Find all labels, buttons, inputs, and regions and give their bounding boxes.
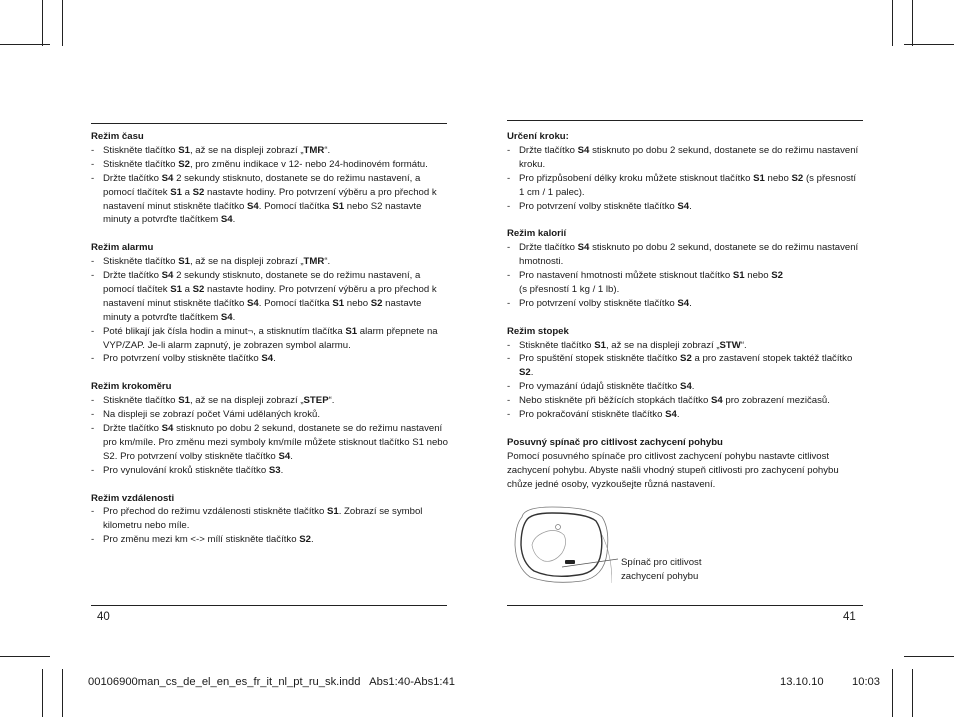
crop-mark [912,0,913,46]
left-top-rule [91,123,447,124]
instruction-list [91,144,448,227]
right-top-rule [507,120,863,121]
footer-time: 10:03 [852,676,880,688]
right-bottom-rule [507,605,863,606]
instruction-item: - Držte tlačítko S4 stisknuto po dobu 2 sekund, dostanete se do režimu nastavení pro km/míle. Pro změnu mezi symboly km/míle můžete stisknout tlačítko S1 nebo S2. Pro potvrzení volby stiskněte tlačítko S4. [91,423,448,462]
pedometer-illustration [512,505,612,585]
section [507,130,864,213]
section-title: Režim času [91,131,144,142]
instruction-item: - Stiskněte tlačítko S1, až se na displeji zobrazí „TMR“. [91,256,331,268]
section [91,380,448,477]
crop-mark [904,656,954,657]
footer-filename: 00106900man_cs_de_el_en_es_fr_it_nl_pt_ru_sk.indd Abs1:40-Abs1:41 [88,676,455,688]
section [507,436,864,492]
crop-mark [912,669,913,717]
instruction-item: - Pro nastavení hmotnosti můžete stisknout tlačítko S1 nebo S2 (s přesností 1 kg / 1 lb). [507,270,784,295]
instruction-item: - Pro potvrzení volby stiskněte tlačítko S4. [507,200,692,212]
instruction-item: - Pro přechod do režimu vzdálenosti stiskněte tlačítko S1. Zobrazí se symbol kilometru nebo míle. [91,506,423,532]
section-paragraph: Pomocí posuvného spínače pro citlivost zachycení pohybu nastavte citlivost zachycení pohybu. Abyste našli vhodný stupeň citlivosti pro zachycení pohybu chůze jedné osoby, vyzkoušejte různá nastavení. [507,450,839,490]
section-title: Posuvný spínač pro citlivost zachycení pohybu [507,436,723,448]
right-page-column [507,130,864,505]
instruction-item: - Pro potvrzení volby stiskněte tlačítko S4. [91,353,276,365]
instruction-list [91,255,448,366]
section-title: Režim vzdálenosti [91,492,175,504]
left-page-column [91,130,448,561]
crop-mark [62,0,63,46]
instruction-list [507,339,864,422]
section [91,241,448,366]
left-bottom-rule [91,605,447,606]
instruction-item: - Pro vynulování kroků stiskněte tlačítko S3. [91,464,284,476]
section-title: Režim krokoměru [91,381,172,393]
section-title: Režim kalorií [507,228,567,240]
pedometer-figure [512,505,612,585]
instruction-item: - Pro změnu mezi km <-> mílí stiskněte tlačítko S2. [91,534,314,546]
instruction-item: - Držte tlačítko S4 stisknuto po dobu 2 sekund, dostanete se do režimu nastavení kroku. [507,144,859,170]
instruction-item: - Stiskněte tlačítko S1, až se na displeji zobrazí „TMR“. [91,144,331,156]
figure-caption: Spínač pro citlivost zachycení pohybu [621,557,702,582]
crop-mark [904,44,954,45]
instruction-list [91,394,448,477]
instruction-item: - Držte tlačítko S4 2 sekundy stisknuto, dostanete se do režimu nastavení, a pomocí tlačítek S1 a S2 nastavte hodiny. Pro potvrzení výběru a pro přechod k nastavení minut stiskněte tlačítko S4. Pomocí tlačítka S1 nebo S2 nastavte minuty a potvrďte tlačítkem S4. [91,172,437,226]
instruction-item: - Pro vymazání údajů stiskněte tlačítko S4. [507,381,695,393]
instruction-item: - Stiskněte tlačítko S1, až se na displeji zobrazí „STW“. [507,339,747,351]
section-title: Určení kroku: [507,131,569,142]
instruction-item: - Držte tlačítko S4 2 sekundy stisknuto, dostanete se do režimu nastavení, a pomocí tlačítek S1 a S2 nastavte hodiny. Pro potvrzení výběru a pro přechod k nastavení minut stiskněte tlačítko S4. Pomocí tlačítka S1 nebo S2 nastavte minuty a potvrďte tlačítkem S4. [91,270,437,323]
footer-date: 13.10.10 [780,676,824,688]
section-title: Režim stopek [507,325,569,337]
crop-mark [892,0,893,46]
instruction-item: - Držte tlačítko S4 stisknuto po dobu 2 sekund, dostanete se do režimu nastavení hmotnosti. [507,242,859,268]
instruction-item: - Poté blikají jak čísla hodin a minut¬, a stisknutím tlačítka S1 alarm přepnete na VYP/ZAP. Je-li alarm zapnutý, je zobrazen symbol alarmu. [91,325,438,351]
instruction-item: - Stiskněte tlačítko S2, pro změnu indikace v 12- nebo 24-hodinovém formátu. [91,158,428,170]
instruction-item: - Pro spuštění stopek stiskněte tlačítko S2 a pro zastavení stopek taktéž tlačítko S2. [507,353,853,379]
instruction-item: - Stiskněte tlačítko S1, až se na displeji zobrazí „STEP“. [91,395,335,407]
instruction-item: - Na displeji se zobrazí počet Vámi udělaných kroků. [91,409,321,421]
instruction-item: - Pro potvrzení volby stiskněte tlačítko S4. [507,297,692,309]
instruction-list [91,505,448,547]
crop-mark [42,669,43,717]
instruction-item: - Pro pokračování stiskněte tlačítko S4. [507,409,680,421]
section [507,227,864,310]
instruction-list [507,241,864,311]
instruction-item: - Nebo stiskněte při běžících stopkách tlačítko S4 pro zobrazení mezičasů. [507,395,830,407]
crop-mark [0,656,50,657]
section [507,325,864,422]
left-page-number: 40 [97,611,110,623]
callout-leader-line [560,555,620,570]
section [91,492,448,548]
crop-mark [42,0,43,46]
instruction-list [507,144,864,214]
instruction-item: - Pro přizpůsobení délky kroku můžete stisknout tlačítko S1 nebo S2 (s přesností 1 cm / 1 palec). [507,172,857,198]
section-title: Režim alarmu [91,242,154,254]
section [91,130,448,227]
right-page-number: 41 [843,611,856,623]
crop-mark [0,44,50,45]
crop-mark [62,669,63,717]
crop-mark [892,669,893,717]
